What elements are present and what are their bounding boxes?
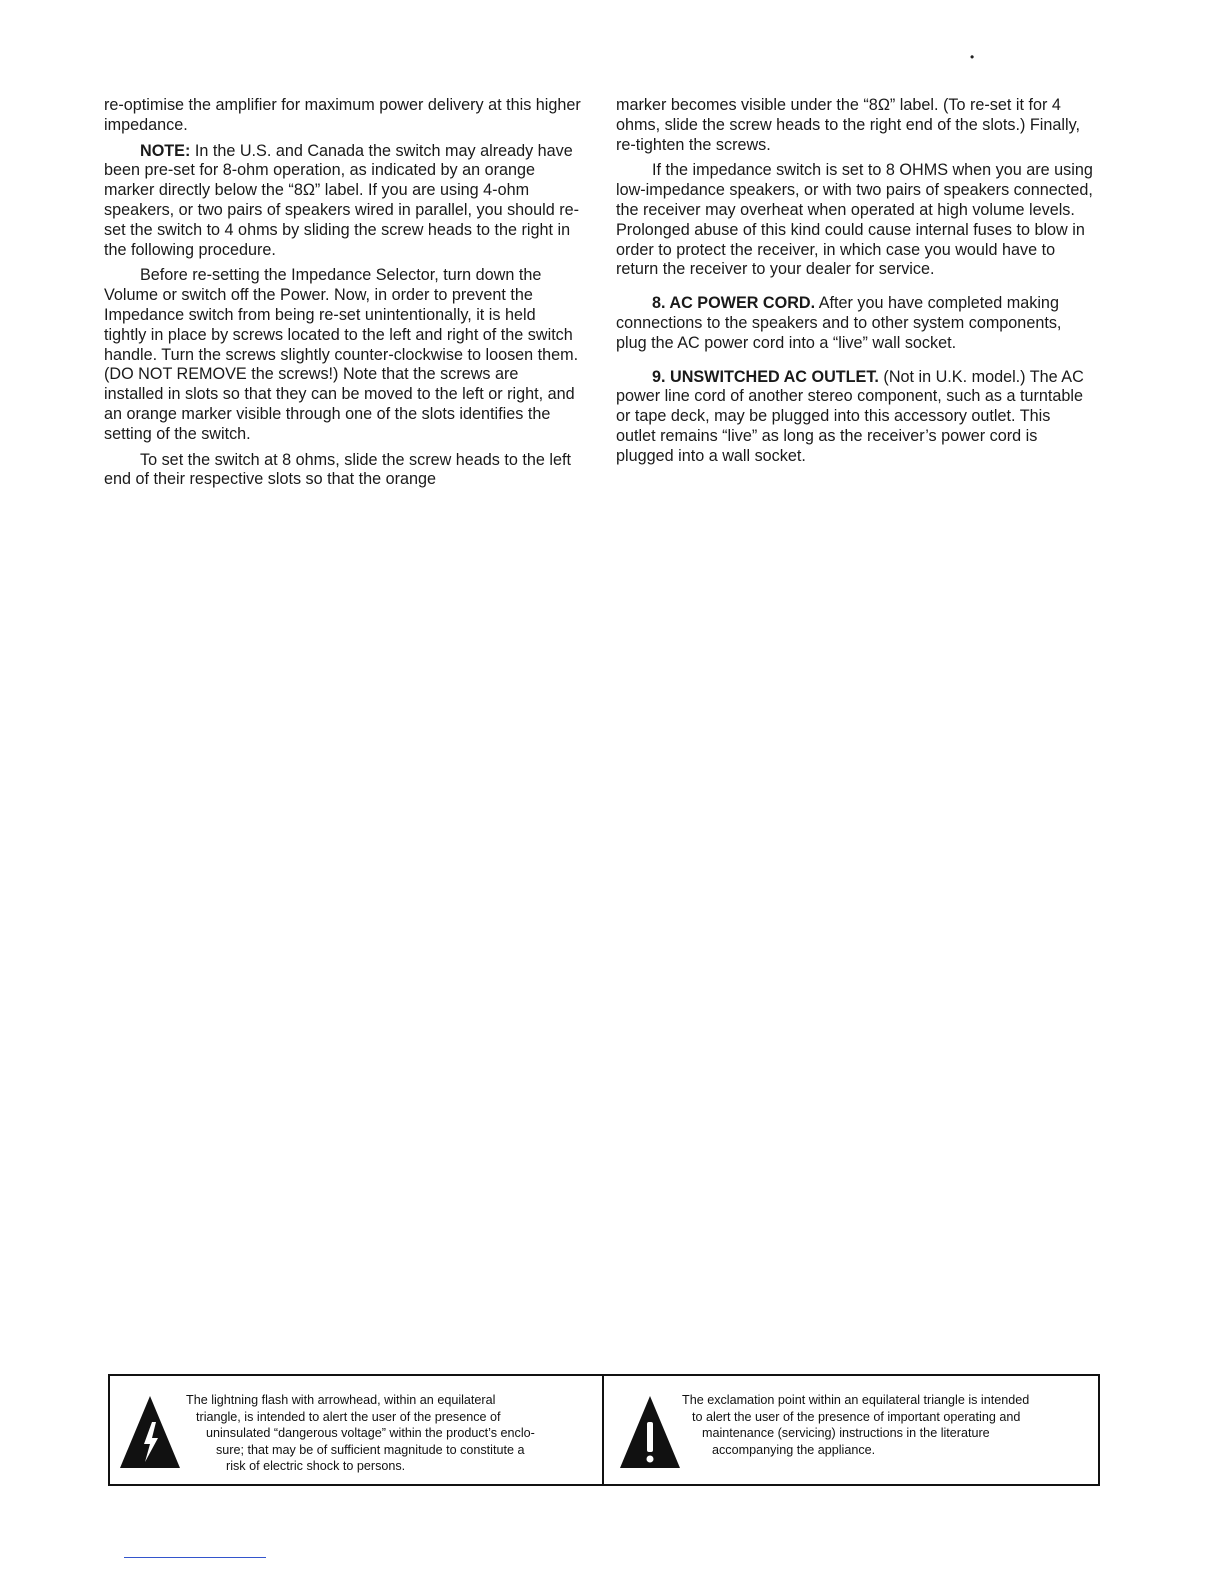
paragraph-note — [104, 142, 582, 261]
left-column — [104, 96, 582, 496]
item-8-label: 8. AC POWER CORD. — [652, 294, 816, 313]
notice-line: uninsulated “dangerous voltage” within the product’s enclo- — [206, 1426, 535, 1441]
exclamation-notice-text — [682, 1392, 1029, 1458]
notice-line: to alert the user of the presence of important operating and — [692, 1409, 1021, 1424]
footer-rule — [124, 1557, 266, 1558]
notice-line: triangle, is intended to alert the user of the presence of — [196, 1409, 501, 1424]
stray-mark: • — [970, 50, 975, 64]
notice-line: sure; that may be of sufficient magnitude to constitute a — [216, 1442, 525, 1457]
item-8-text: After you have completed making connections to the speakers and to other system components, plug the AC power cord into a “live” wall socket. — [616, 294, 1062, 352]
notice-line: The lightning flash with arrowhead, within an equilateral — [186, 1393, 496, 1407]
right-column — [616, 96, 1094, 473]
note-text: In the U.S. and Canada the switch may already have been pre-set for 8-ohm operation, as indicated by an orange marker directly below the “8Ω” label. If you are using 4-ohm speakers, or two pairs of speakers wired in parallel, you should re-set the switch to 4 ohms by sliding the screw heads to the right in the following procedure. — [104, 141, 580, 259]
lightning-notice — [110, 1376, 604, 1484]
notice-line: The exclamation point within an equilateral triangle is intended — [682, 1393, 1030, 1407]
item-ac-power-cord — [616, 294, 1094, 353]
lightning-notice-text — [186, 1392, 535, 1475]
paragraph-overheat-warning: If the impedance switch is set to 8 OHMS when you are using low-impedance speakers, or with two pairs of speakers connected, the receiver may overheat when operated at high volume levels. Prolonged abuse of this kind could cause internal fuses to blow in order to protect the receiver, in which case you would have to return the receiver to your dealer for service. — [616, 161, 1093, 279]
item-9-label: 9. UNSWITCHED AC OUTLET. — [652, 367, 879, 386]
paragraph-marker: marker becomes visible under the “8Ω” label. (To re-set it for 4 ohms, slide the screw heads to the right end of the slots.) Finally, re-tighten the screws. — [616, 96, 1080, 154]
exclamation-notice — [604, 1376, 1098, 1484]
paragraph-set-8-ohms: To set the switch at 8 ohms, slide the screw heads to the left end of their respective slots so that the orange — [104, 450, 571, 489]
notice-line: maintenance (servicing) instructions in the literature — [702, 1426, 990, 1441]
note-label: NOTE: — [140, 141, 191, 160]
notice-line: risk of electric shock to persons. — [226, 1459, 406, 1474]
exclamation-warning-icon — [618, 1394, 682, 1470]
item-unswitched-outlet — [616, 368, 1094, 467]
notice-line: accompanying the appliance. — [712, 1442, 876, 1457]
paragraph-resetting: Before re-setting the Impedance Selector, turn down the Volume or switch off the Power. Now, in order to prevent the Impedance switch from being re-set unintentionally, it is held tightly in place by screws located to the left and right of the switch handle. Turn the screws slightly counter-clockwise to loosen them. (DO NOT REMOVE the screws!) Note that the screws are installed in slots so that they can be moved to the left or right, and an orange marker visible through one of the slots identifies the setting of the switch. — [104, 266, 579, 443]
item-9-text: (Not in U.K. model.) The AC power line cord of another stereo component, such as a turntable or tape deck, may be plugged into this accessory outlet. This outlet remains “live” as long as the receiver’s power cord is plugged into a wall socket. — [616, 367, 1084, 465]
safety-notice-box — [108, 1374, 1100, 1486]
paragraph-continued: re-optimise the amplifier for maximum power delivery at this higher impedance. — [104, 96, 581, 134]
lightning-warning-icon — [118, 1394, 182, 1470]
